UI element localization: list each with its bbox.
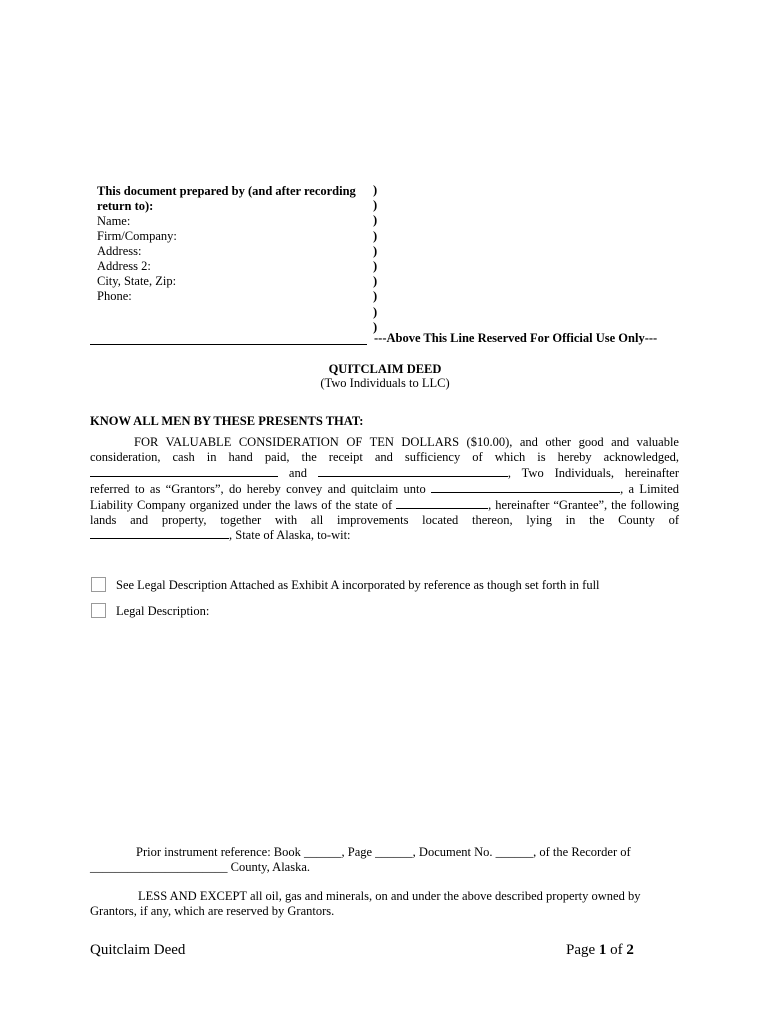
field-address-label: Address:	[97, 244, 142, 258]
state-blank[interactable]	[396, 497, 488, 509]
less-and-except-paragraph	[90, 889, 670, 919]
document-title: QUITCLAIM DEED	[328, 362, 442, 376]
prepared-by-heading: This document prepared by (and after recording	[97, 184, 356, 198]
body-text-3: , a Limited Liability Company organized under the laws of the state of	[90, 481, 680, 512]
footer-document-name: Quitclaim Deed	[90, 942, 186, 958]
of-label: of	[610, 942, 623, 958]
county-blank[interactable]	[90, 527, 229, 539]
paren: )	[373, 228, 378, 243]
legal-description-checkbox[interactable]	[91, 603, 106, 618]
paren: )	[373, 274, 378, 289]
field-firm-label: Firm/Company:	[97, 229, 177, 243]
paren: )	[373, 183, 378, 197]
prepared-by-block	[97, 184, 372, 304]
prior-reference-line-1: Prior instrument reference: Book ______, Page ______, Document No. ______, of the Recorder of	[136, 845, 631, 859]
exhibit-a-label: See Legal Description Attached as Exhibit A incorporated by reference as though set forth in full	[116, 578, 600, 592]
know-all-heading: KNOW ALL MEN BY THESE PRESENTS THAT:	[90, 414, 364, 428]
footer-page-number	[566, 943, 634, 958]
field-city-state-zip-label: City, State, Zip:	[97, 274, 177, 288]
exhibit-a-option[interactable]	[91, 577, 600, 592]
paren: )	[373, 304, 378, 319]
paren-column	[373, 183, 385, 335]
body-text-5: , State of Alaska, to-wit:	[229, 528, 351, 543]
exhibit-a-checkbox[interactable]	[91, 577, 106, 592]
body-text-1: FOR VALUABLE CONSIDERATION OF TEN DOLLARS ($10.00), and other good and valuable consideration, cash in hand paid, the receipt and sufficiency of which is hereby acknowledged,	[90, 435, 679, 464]
body-text-4: , hereinafter “Grantee”, the following lands and property, together with all improvements located thereon, lying in the County of	[90, 497, 680, 527]
prior-reference-line-2: ______________________ County, Alaska.	[90, 859, 311, 874]
less-except-line-1: LESS AND EXCEPT all oil, gas and minerals, on and under the above described property owned by	[138, 889, 641, 903]
legal-description-option[interactable]	[91, 603, 209, 618]
document-subtitle: (Two Individuals to LLC)	[320, 376, 450, 390]
field-name-label: Name:	[97, 214, 131, 228]
prepared-by-heading-2: return to):	[97, 199, 154, 213]
recording-divider-line	[90, 344, 367, 345]
grantor-2-blank[interactable]	[318, 465, 508, 477]
field-phone-label: Phone:	[97, 289, 132, 303]
conveyance-paragraph	[90, 435, 679, 543]
paren: )	[373, 319, 378, 334]
grantee-blank[interactable]	[431, 481, 620, 493]
paren: )	[373, 198, 378, 213]
page-total: 2	[626, 942, 634, 958]
body-text-2: , Two Individuals, hereinafter referred to as “Grantors”, do hereby convey and quitclaim unto	[90, 465, 680, 496]
field-address2-label: Address 2:	[97, 259, 151, 273]
body-and: and	[288, 465, 307, 480]
paren: )	[373, 243, 378, 258]
grantor-1-blank[interactable]	[90, 465, 278, 477]
page-current: 1	[598, 942, 607, 958]
official-use-notice: ---Above This Line Reserved For Official Use Only---	[374, 331, 658, 345]
less-except-line-2: Grantors, if any, which are reserved by Grantors.	[90, 903, 335, 918]
legal-description-label: Legal Description:	[116, 604, 210, 618]
paren: )	[373, 289, 378, 304]
paren: )	[373, 259, 378, 274]
page-label: Page	[566, 942, 596, 958]
paren: )	[373, 213, 378, 228]
prior-instrument-reference	[90, 845, 650, 875]
